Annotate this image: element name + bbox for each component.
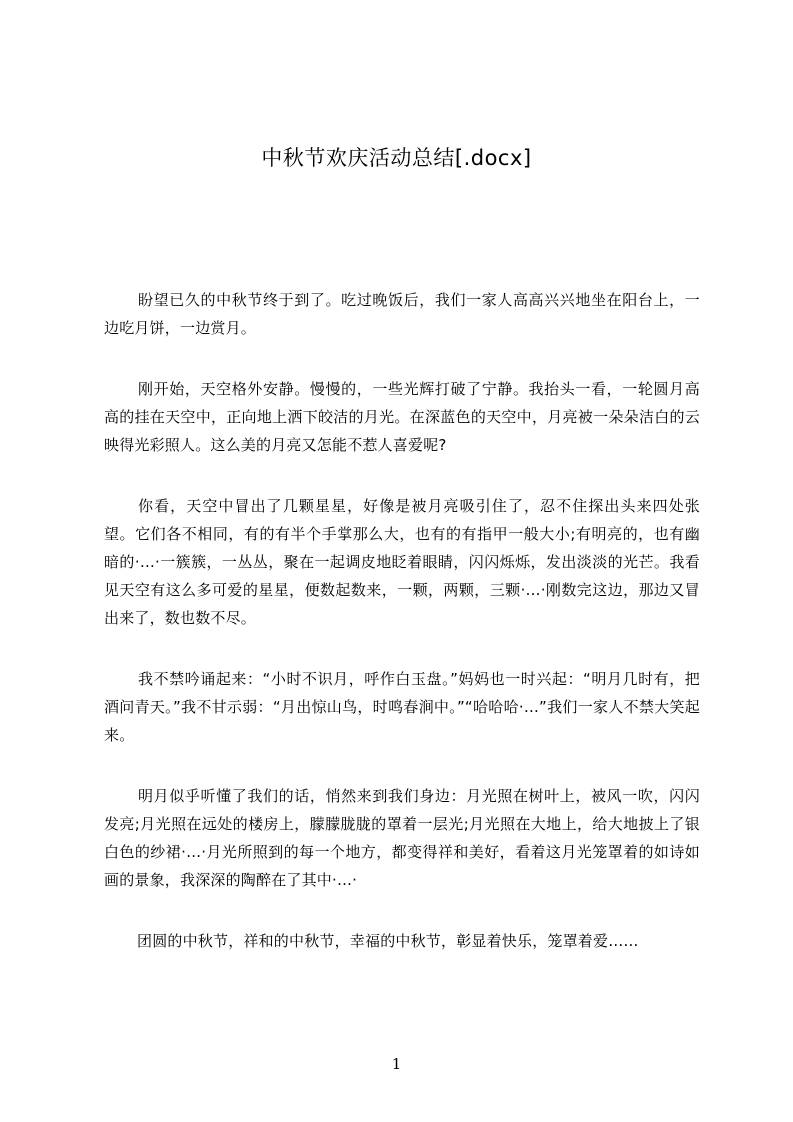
document-body: [104, 286, 700, 988]
paragraph-4: 我不禁吟诵起来：“小时不识月，呼作白玉盘。”妈妈也一时兴起：“明月几时有，把酒问青天。”我不甘示弱：“月出惊山鸟，时鸣春涧中。”“哈哈哈·…”我们一家人不禁大笑起来。: [104, 670, 700, 744]
paragraph-6: 团圆的中秋节，祥和的中秋节，幸福的中秋节，彰显着快乐，笼罩着爱……: [137, 932, 639, 950]
paragraph-1: 盼望已久的中秋节终于到了。吃过晚饭后，我们一家人高高兴兴地坐在阳台上，一边吃月饼，一边赏月。: [104, 291, 700, 337]
paragraph-3: 你看，天空中冒出了几颗星星，好像是被月亮吸引住了，忍不住探出头来四处张望。它们各不相同，有的有半个手掌那么大，也有的有指甲一般大小;有明亮的，也有幽暗的·…·一簇簇，一丛丛，聚在一起调皮地眨着眼睛，闪闪烁烁，发出淡淡的光芒。我看见天空有这么多可爱的星星，便数起数来，一颗，两颗，三颗·…·刚数完这边，那边又冒出来了，数也数不尽。: [104, 497, 700, 627]
paragraph-2: 刚开始，天空格外安静。慢慢的，一些光辉打破了宁静。我抬头一看，一轮圆月高高的挂在天空中，正向地上洒下皎洁的月光。在深蓝色的天空中，月亮被一朵朵洁白的云映得光彩照人。这么美的月亮又怎能不惹人喜爱呢?: [104, 380, 700, 454]
document-title: 中秋节欢庆活动总结[.docx]: [261, 146, 532, 170]
paragraph-5: 明月似乎听懂了我们的话，悄然来到我们身边：月光照在树叶上，被风一吹，闪闪发亮;月光照在远处的楼房上，朦朦胧胧的罩着一层光;月光照在大地上，给大地披上了银白色的纱裙·…·月光所照到的每一个地方，都变得祥和美好，看着这月光笼罩着的如诗如画的景象，我深深的陶醉在了其中·…·: [104, 787, 700, 889]
page-number: 1: [391, 1055, 402, 1073]
